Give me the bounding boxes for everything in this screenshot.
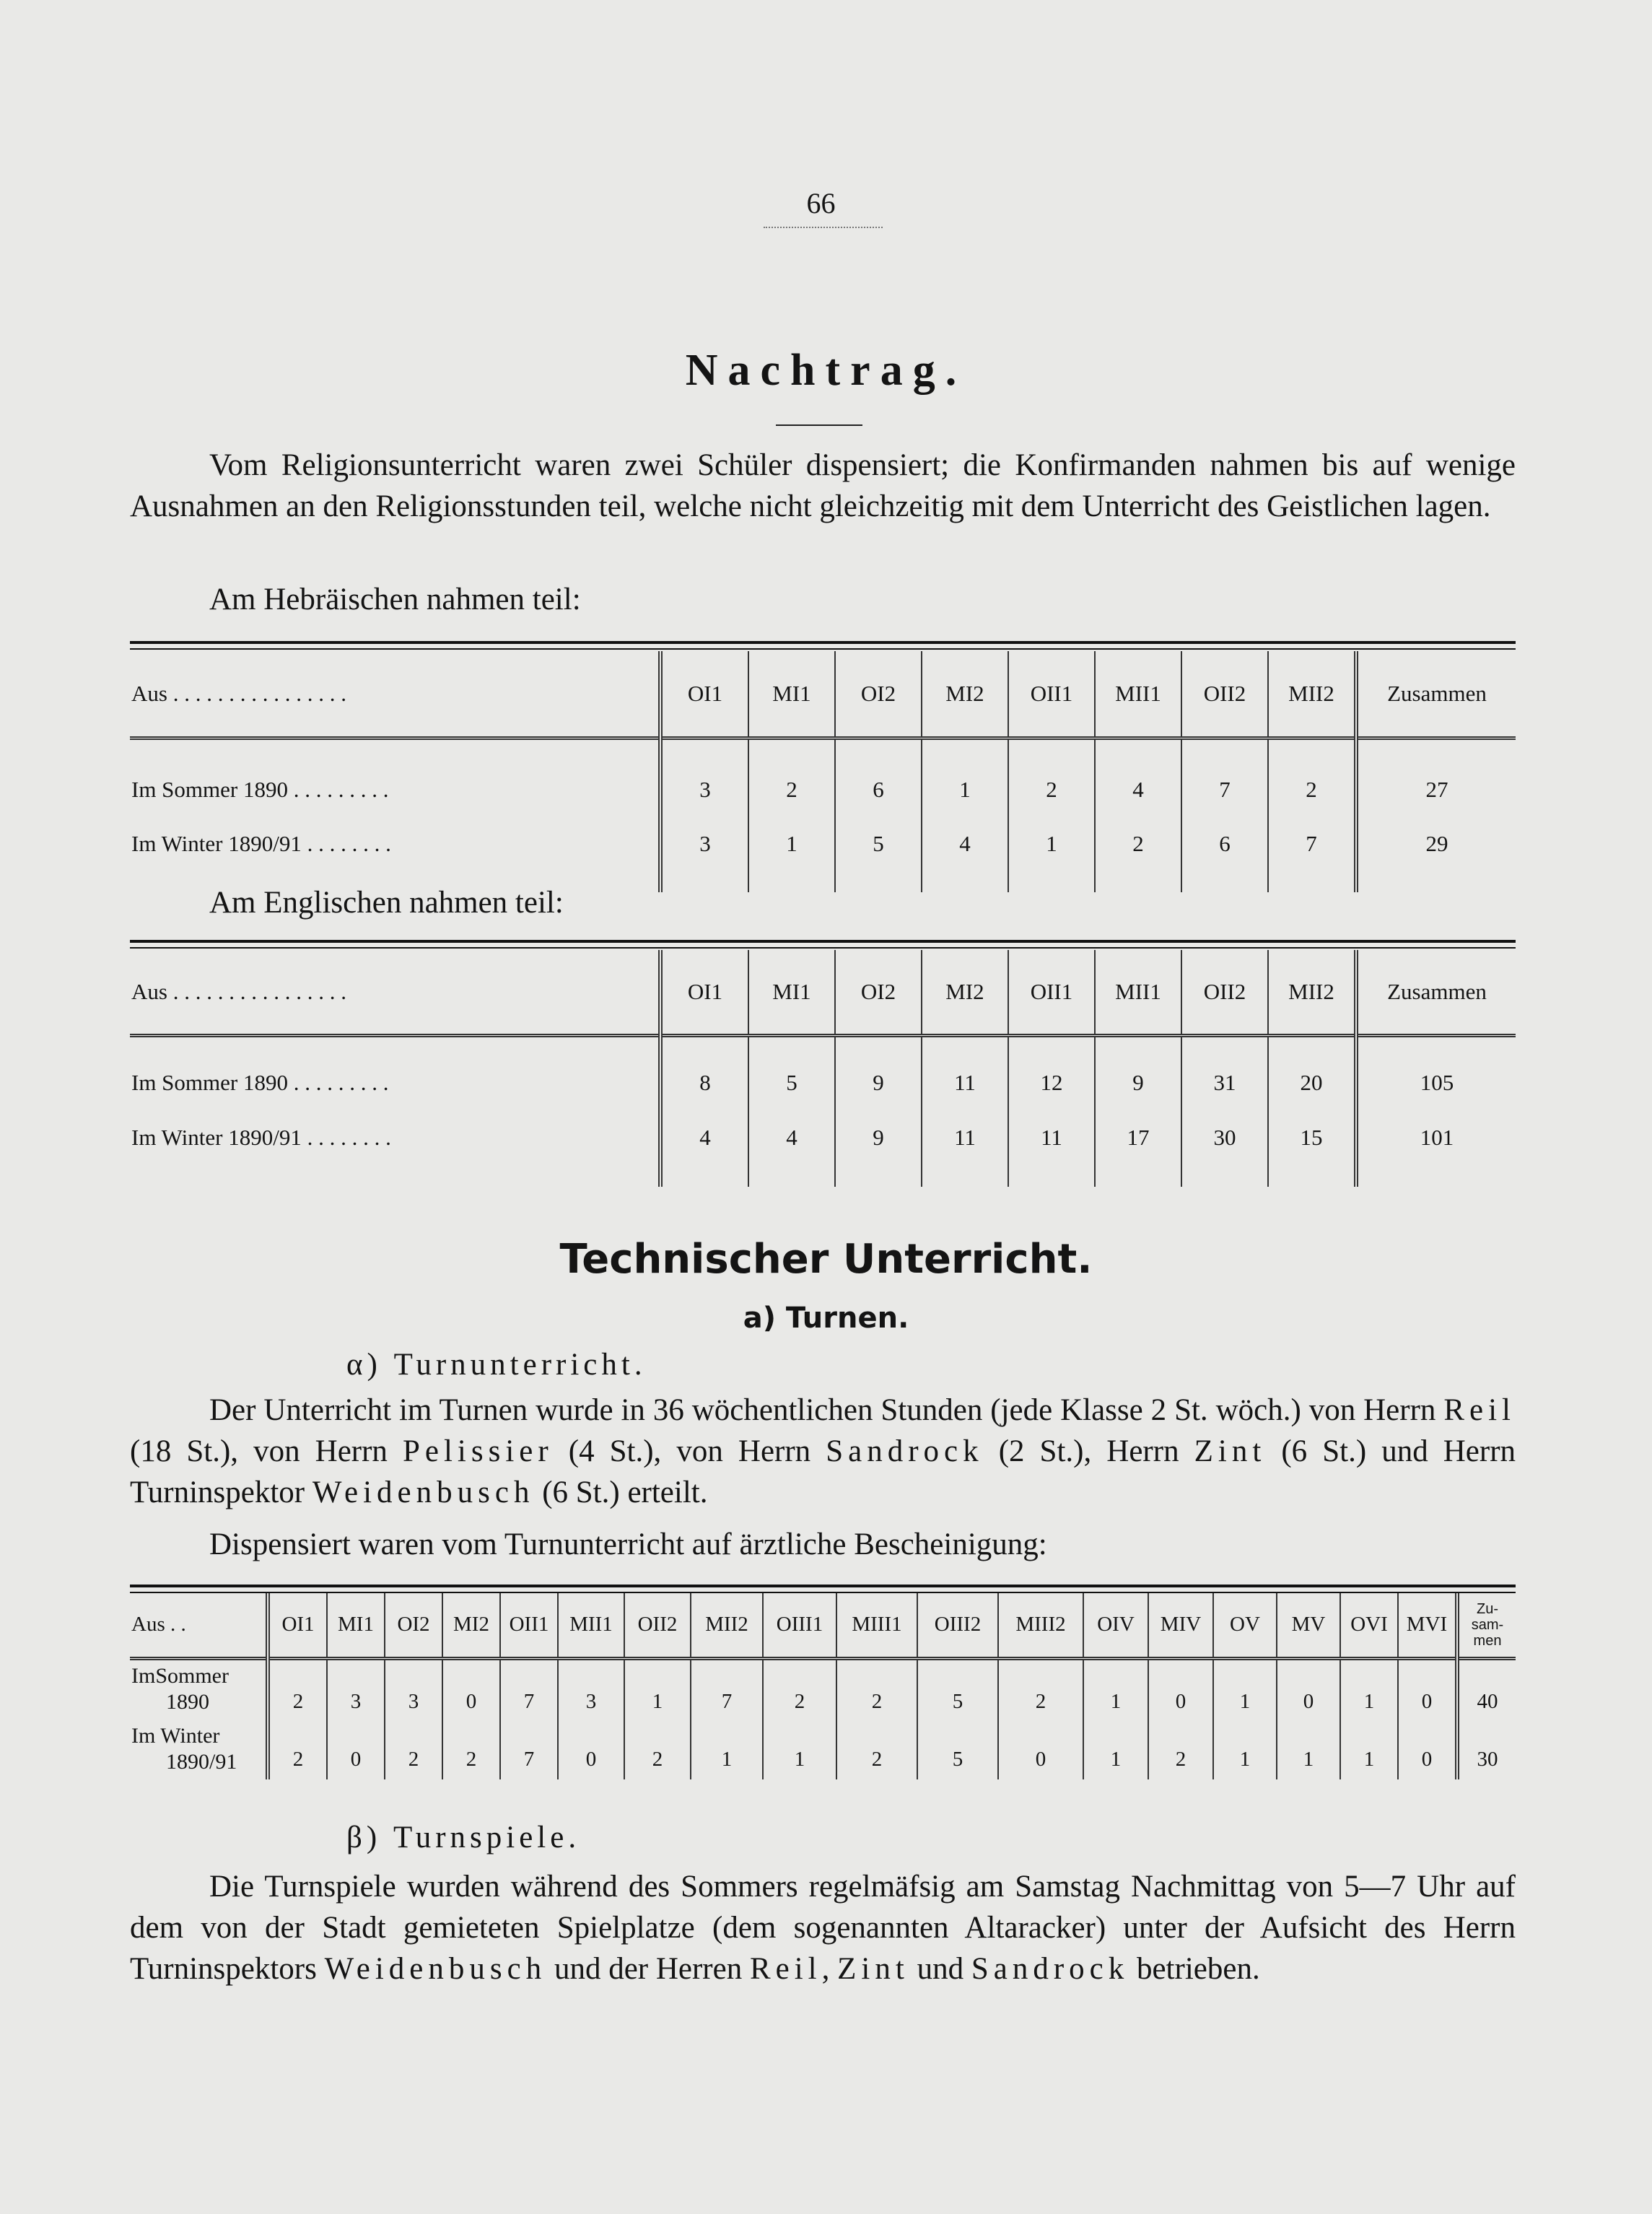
subsection-heading-turnen: a) Turnen. (743, 1302, 909, 1335)
section-heading: Technischer Unterricht. (559, 1236, 1093, 1283)
col-header: MII2 (691, 1593, 763, 1658)
cell: 0 (327, 1719, 385, 1779)
cell: 2 (385, 1719, 442, 1779)
hebrew-table-top-rule (130, 641, 1516, 644)
total-cell: 27 (1356, 762, 1516, 816)
cell: 11 (1008, 1110, 1095, 1165)
cell: 9 (1095, 1055, 1181, 1110)
col-header: OIII1 (763, 1593, 836, 1658)
row-label-header: Aus . . . . . . . . . . . . . . . . (130, 950, 660, 1035)
cell: 2 (763, 1658, 836, 1719)
cell: 0 (1398, 1719, 1457, 1779)
table-row (130, 816, 1516, 871)
cell: 2 (1008, 762, 1095, 816)
col-header: MI1 (748, 950, 835, 1035)
col-header: OI1 (268, 1593, 327, 1658)
dispens-caption: Dispensiert waren vom Turnunterricht auf ärztliche Bescheinigung: (209, 1527, 1047, 1561)
table-row (130, 1055, 1516, 1110)
english-caption: Am Englischen nahmen teil: (209, 886, 564, 920)
col-header: MII2 (1268, 950, 1356, 1035)
row-label: Im Winter 1890/91 . . . . . . . . (131, 1125, 391, 1150)
dispens-header-row (130, 1593, 1516, 1658)
english-header-row (130, 950, 1516, 1035)
col-header: MI1 (748, 651, 835, 738)
cell: 7 (500, 1658, 558, 1719)
col-header: OI2 (385, 1593, 442, 1658)
cell: 2 (268, 1719, 327, 1779)
col-header: MI2 (442, 1593, 500, 1658)
cell: 2 (268, 1658, 327, 1719)
subheading-turnunterricht: α) Turnunterricht. (346, 1348, 647, 1382)
row-label: Im Sommer 1890 . . . . . . . . . (131, 776, 389, 802)
cell: 4 (660, 1110, 748, 1165)
page-title: Nachtrag. (685, 346, 967, 395)
cell: 0 (558, 1719, 624, 1779)
hebrew-table (130, 651, 1516, 892)
cell: 7 (691, 1658, 763, 1719)
cell: 5 (748, 1055, 835, 1110)
col-header: MI1 (327, 1593, 385, 1658)
col-header: OI2 (835, 950, 922, 1035)
cell: 9 (835, 1055, 922, 1110)
col-header: OI1 (660, 950, 748, 1035)
cell: 15 (1268, 1110, 1356, 1165)
row-label-header: Aus . . (130, 1593, 268, 1658)
cell: 2 (836, 1719, 917, 1779)
col-header: MVI (1398, 1593, 1457, 1658)
cell: 11 (922, 1110, 1008, 1165)
row-label: Im Sommer 1890 . . . . . . . . . (131, 1070, 389, 1095)
col-header: OII1 (1008, 651, 1095, 738)
col-header: OV (1213, 1593, 1277, 1658)
cell: 7 (1181, 762, 1268, 816)
cell: 0 (1398, 1658, 1457, 1719)
total-cell: 30 (1457, 1719, 1516, 1779)
row-label: ImSommer 1890 (131, 1664, 229, 1714)
cell: 1 (1083, 1719, 1148, 1779)
cell: 31 (1181, 1055, 1268, 1110)
hebrew-header-row (130, 651, 1516, 738)
english-table (130, 950, 1516, 1187)
cell: 2 (1268, 762, 1356, 816)
col-header: MII1 (1095, 950, 1181, 1035)
intro-paragraph: Vom Religionsunterricht waren zwei Schüler dispensiert; die Konfirmanden nahmen bis auf wenige Ausnahmen an den Religionsstunden teil, welche nicht gleichzeitig mit dem Unterricht des Geistlichen lagen. (130, 448, 1516, 523)
row-label-header: Aus . . . . . . . . . . . . . . . . (130, 651, 660, 738)
cell: 4 (748, 1110, 835, 1165)
dispens-table-top-rule (130, 1585, 1516, 1587)
turnen-paragraph: Der Unterricht im Turnen wurde in 36 wöchentlichen Stunden (jede Klasse 2 St. wöch.) von Herrn Reil (18 St.), von Herrn Pelissier (4 St.), von Herrn Sandrock (2 St.), Herrn Zint (6 St.) und Herrn Turninspektor Weidenbusch (6 St.) erteilt. (130, 1393, 1516, 1509)
row-label: Im Winter 1890/91 (131, 1724, 237, 1774)
cell: 0 (998, 1719, 1083, 1779)
col-header: OII2 (1181, 651, 1268, 738)
cell: 1 (1083, 1658, 1148, 1719)
col-header: MI2 (922, 651, 1008, 738)
col-header: OI2 (835, 651, 922, 738)
cell: 5 (835, 816, 922, 871)
col-header: OIII2 (917, 1593, 998, 1658)
cell: 4 (922, 816, 1008, 871)
table-row (130, 1719, 1516, 1779)
cell: 1 (922, 762, 1008, 816)
subheading-turnspiele: β) Turnspiele. (346, 1821, 581, 1855)
total-cell: 101 (1356, 1110, 1516, 1165)
cell: 30 (1181, 1110, 1268, 1165)
col-header: MIII1 (836, 1593, 917, 1658)
col-header: OIV (1083, 1593, 1148, 1658)
cell: 1 (748, 816, 835, 871)
page-number-rule (764, 227, 883, 228)
cell: 8 (660, 1055, 748, 1110)
cell: 1 (691, 1719, 763, 1779)
cell: 1 (1008, 816, 1095, 871)
page-number: 66 (806, 187, 836, 219)
cell: 1 (1213, 1719, 1277, 1779)
cell: 7 (1268, 816, 1356, 871)
col-header: OI1 (660, 651, 748, 738)
cell: 1 (1340, 1719, 1398, 1779)
cell: 2 (624, 1719, 691, 1779)
hebrew-table-top-rule-2 (130, 648, 1516, 650)
cell: 1 (1277, 1719, 1340, 1779)
total-header: Zusammen (1356, 950, 1516, 1035)
cell: 20 (1268, 1055, 1356, 1110)
cell: 1 (624, 1658, 691, 1719)
total-cell: 29 (1356, 816, 1516, 871)
table-row (130, 1110, 1516, 1165)
cell: 0 (1277, 1658, 1340, 1719)
cell: 17 (1095, 1110, 1181, 1165)
cell: 2 (1095, 816, 1181, 871)
col-header: MIII2 (998, 1593, 1083, 1658)
cell: 0 (442, 1658, 500, 1719)
cell: 1 (1340, 1658, 1398, 1719)
total-header: Zusammen (1356, 651, 1516, 738)
english-table-top-rule-2 (130, 947, 1516, 949)
cell: 12 (1008, 1055, 1095, 1110)
col-header: MII1 (558, 1593, 624, 1658)
cell: 7 (500, 1719, 558, 1779)
cell: 2 (1148, 1719, 1213, 1779)
col-header: MV (1277, 1593, 1340, 1658)
total-header: Zu- sam- men (1457, 1593, 1516, 1658)
col-header: OII2 (1181, 950, 1268, 1035)
col-header: OVI (1340, 1593, 1398, 1658)
cell: 1 (1213, 1658, 1277, 1719)
col-header: OII1 (1008, 950, 1095, 1035)
cell: 2 (836, 1658, 917, 1719)
cell: 1 (763, 1719, 836, 1779)
cell: 9 (835, 1110, 922, 1165)
col-header: MI2 (922, 950, 1008, 1035)
cell: 3 (660, 762, 748, 816)
cell: 2 (748, 762, 835, 816)
col-header: MII1 (1095, 651, 1181, 738)
cell: 2 (998, 1658, 1083, 1719)
col-header: MIV (1148, 1593, 1213, 1658)
cell: 11 (922, 1055, 1008, 1110)
hebrew-caption: Am Hebräischen nahmen teil: (209, 583, 581, 616)
col-header: MII2 (1268, 651, 1356, 738)
table-row (130, 1658, 1516, 1719)
col-header: OII1 (500, 1593, 558, 1658)
table-row (130, 762, 1516, 816)
cell: 3 (385, 1658, 442, 1719)
cell: 6 (835, 762, 922, 816)
total-cell: 105 (1356, 1055, 1516, 1110)
cell: 3 (558, 1658, 624, 1719)
cell: 5 (917, 1719, 998, 1779)
cell: 2 (442, 1719, 500, 1779)
total-cell: 40 (1457, 1658, 1516, 1719)
cell: 6 (1181, 816, 1268, 871)
cell: 0 (1148, 1658, 1213, 1719)
dispens-table (130, 1593, 1516, 1779)
cell: 3 (660, 816, 748, 871)
title-rule (776, 424, 862, 426)
cell: 3 (327, 1658, 385, 1719)
col-header: OII2 (624, 1593, 691, 1658)
row-label: Im Winter 1890/91 . . . . . . . . (131, 830, 391, 856)
english-table-top-rule (130, 940, 1516, 943)
cell: 5 (917, 1658, 998, 1719)
cell: 4 (1095, 762, 1181, 816)
turnspiele-paragraph: Die Turnspiele wurden während des Sommers regelmäfsig am Samstag Nachmittag von 5—7 Uhr auf dem von der Stadt gemieteten Spielplatze (dem sogenannten Altaracker) unter der Aufsicht des Herrn Turninspektors Weidenbusch und der Herren Reil, Zint und Sandrock betrieben. (130, 1870, 1516, 1986)
